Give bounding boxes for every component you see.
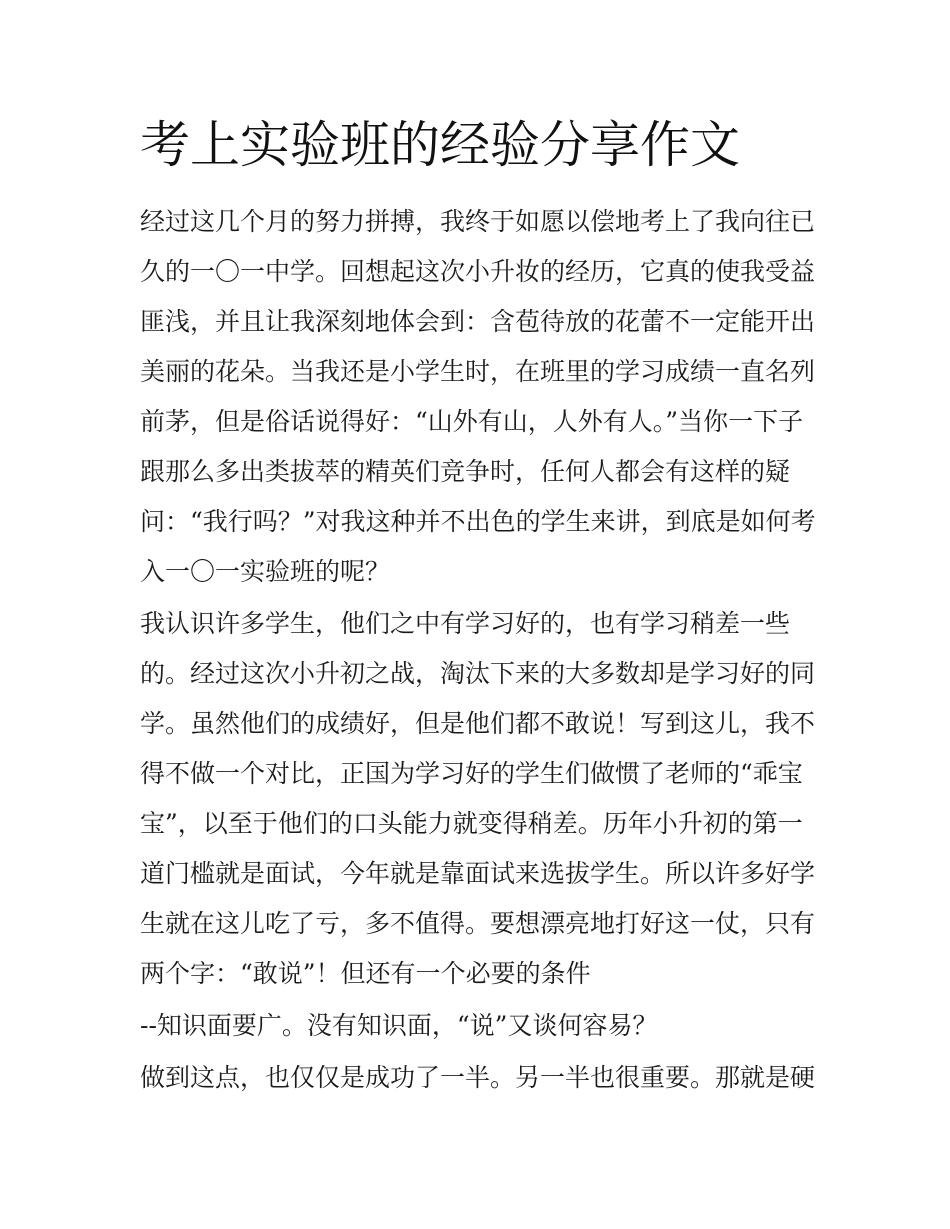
- body-line: --知识面要广。没有知识面，“说”又谈何容易？: [140, 1011, 658, 1040]
- body-line: 两个字：“敢说”！但还有一个必要的条件: [140, 959, 591, 988]
- body-line: 的。经过这次小升初之战，淘汰下来的大多数却是学习好的同: [140, 659, 816, 688]
- body-line: 前茅，但是俗话说得好：“山外有山，人外有人。”当你一下子: [140, 407, 804, 436]
- body-line: 宝”，以至于他们的口头能力就变得稍差。历年小升初的第一: [140, 809, 803, 838]
- body-line: 经过这几个月的努力拼搏，我终于如愿以偿地考上了我向往已: [140, 207, 816, 236]
- document-title: 考上实验班的经验分享作文: [140, 116, 740, 174]
- body-line: 跟那么多出类拔萃的精英们竞争时，任何人都会有这样的疑: [140, 457, 791, 486]
- body-line: 做到这点，也仅仅是成功了一半。另一半也很重要。那就是硬: [140, 1063, 816, 1092]
- body-line: 我认识许多学生，他们之中有学习好的，也有学习稍差一些: [140, 609, 791, 638]
- body-line: 问：“我行吗？”对我这种并不出色的学生来讲，到底是如何考: [140, 507, 816, 536]
- body-line: 生就在这儿吃了亏，多不值得。要想漂亮地打好这一仗，只有: [140, 909, 816, 938]
- body-line: 久的一〇一中学。回想起这次小升妆的经历，它真的使我受益: [140, 257, 816, 286]
- body-line: 得不做一个对比，正国为学习好的学生们做惯了老师的“乖宝: [140, 759, 803, 788]
- body-line: 美丽的花朵。当我还是小学生时，在班里的学习成绩一直名列: [140, 357, 816, 386]
- body-line: 匪浅，并且让我深刻地体会到：含苞待放的花蕾不一定能开出: [140, 307, 816, 336]
- body-line: 道门槛就是面试，今年就是靠面试来选拔学生。所以许多好学: [140, 859, 816, 888]
- body-line: 学。虽然他们的成绩好，但是他们都不敢说！写到这儿，我不: [140, 709, 816, 738]
- body-line: 入一〇一实验班的呢？: [140, 557, 391, 586]
